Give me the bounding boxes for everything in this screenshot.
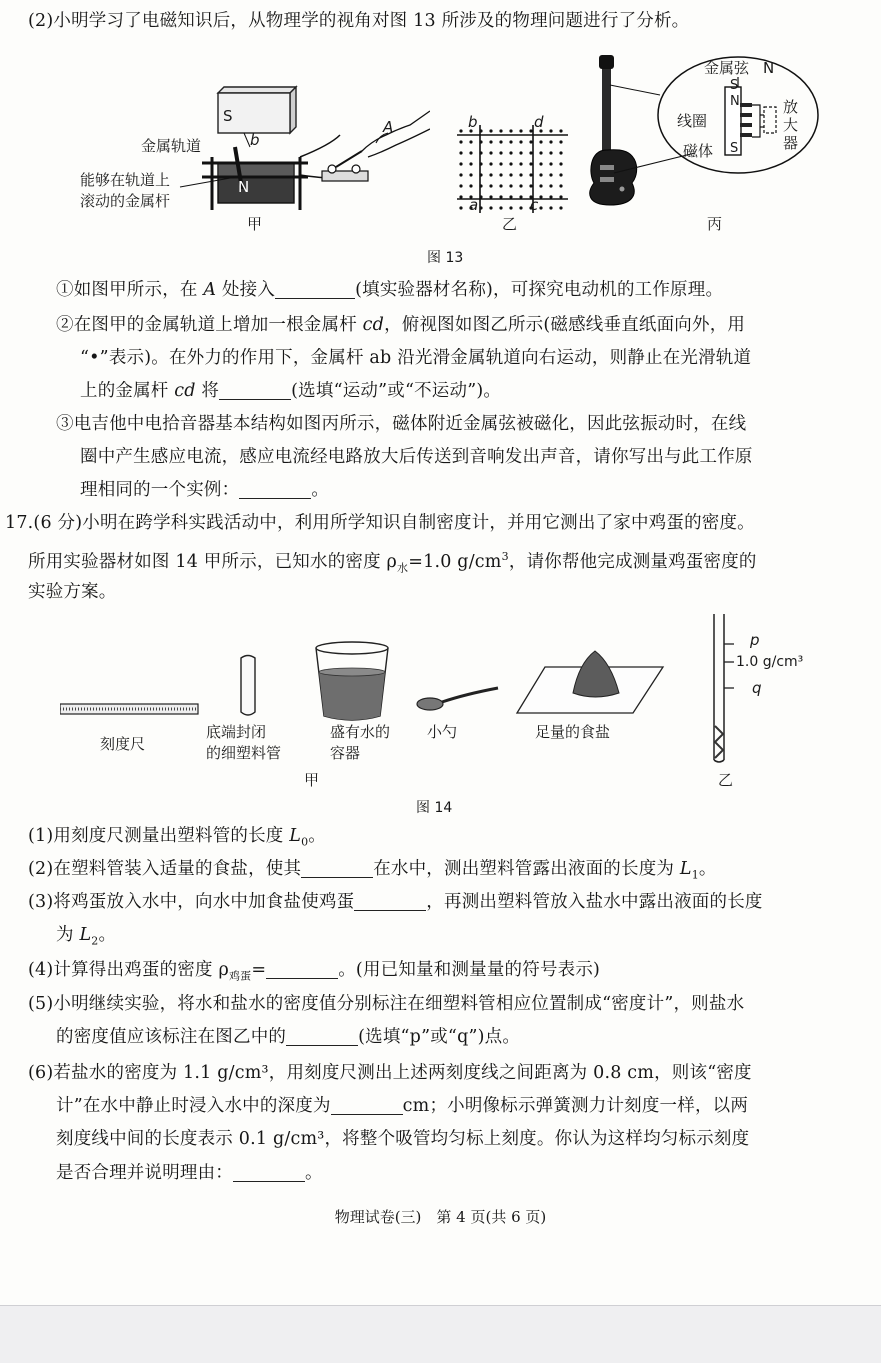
fig13-bing-guitar	[580, 55, 840, 215]
field-dot	[519, 140, 522, 143]
q16-item1: ①如图甲所示，在 A 处接入 (填实验器材名称)，可探究电动机的工作原理。	[56, 280, 724, 300]
q16-item2-line2: “•”表示)。在外力的作用下，金属杆 ab 沿光滑金属轨道向右运动，则静止在光滑轨道	[80, 348, 752, 368]
fig13-rail-label: 金属轨道	[141, 137, 202, 155]
fig13-label-d: d	[534, 113, 544, 131]
field-dot	[489, 140, 492, 143]
q17-step3-line2: 为 $L_2$。	[56, 925, 117, 948]
fig13-label-A: A	[383, 118, 394, 136]
field-dot	[549, 173, 552, 176]
field-dot	[519, 129, 522, 132]
field-dot	[459, 206, 462, 209]
field-dot	[529, 140, 532, 143]
q16-item3-line2: 圈中产生感应电流，感应电流经电路放大后传送到音响发出声音，请你写出与此工作原	[80, 447, 753, 467]
fig13-label-b-grid: b	[468, 113, 478, 131]
fig13-string-label: 金属弦	[704, 59, 750, 77]
fig13-label-a: a	[469, 196, 479, 214]
fig14-sub-jia: 甲	[304, 771, 320, 789]
field-dot	[489, 173, 492, 176]
field-dot	[479, 151, 482, 154]
field-dot	[559, 195, 562, 198]
q17-intro-line1: 17.(6 分)小明在跨学科实践活动中，利用所学知识自制密度计，并用它测出了家中鸡蛋的密度。	[5, 513, 755, 533]
field-dot	[509, 173, 512, 176]
fig14-tube	[238, 654, 258, 718]
q16-item3-line1: ③电吉他中电拾音器基本结构如图丙所示，磁体附近金属弦被磁化，因此弦振动时，在线	[56, 414, 747, 434]
fig14-container-label-2: 容器	[330, 744, 361, 762]
field-dot	[549, 140, 552, 143]
q17-intro-line2: 所用实验器材如图 14 甲所示，已知水的密度 $\rho_水=1.0$ $g/cm^3$，请你帮他完成测量鸡蛋密度的	[28, 550, 757, 575]
q16-part2-intro: (2)小明学习了电磁知识后，从物理学的视角对图 13 所涉及的物理问题进行了分析。	[28, 11, 690, 31]
fig13-rod-label-1: 能够在轨道上	[80, 171, 171, 189]
fig14-salt	[515, 645, 665, 715]
fig14-container	[312, 640, 392, 722]
q17-step5-line1: (5)小明继续实验，将水和盐水的密度值分别标注在细塑料管相应位置制成“密度计”，则盐水	[28, 994, 745, 1014]
field-dot	[479, 173, 482, 176]
answer-blank[interactable]	[331, 1096, 403, 1115]
q17-intro-line3: 实验方案。	[28, 582, 117, 602]
fig14-tube-label-1: 底端封闭	[206, 723, 267, 741]
fig13-sub-bing: 丙	[707, 215, 723, 233]
field-dot	[489, 162, 492, 165]
field-dot	[459, 162, 462, 165]
q17-step1: (1)用刻度尺测量出塑料管的长度 $L_0$。	[28, 826, 326, 849]
fig13-top-magnet-S: S	[223, 107, 233, 125]
field-dot	[539, 140, 542, 143]
field-dot	[519, 162, 522, 165]
field-dot	[469, 162, 472, 165]
field-dot	[509, 195, 512, 198]
field-dot	[519, 206, 522, 209]
fig13-pickup-N: N	[730, 94, 740, 109]
field-dot	[529, 151, 532, 154]
field-dot	[479, 129, 482, 132]
field-dot	[559, 206, 562, 209]
field-dot	[529, 184, 532, 187]
answer-blank[interactable]	[266, 960, 338, 979]
q17-step3: (3)将鸡蛋放入水中，向水中加食盐使鸡蛋 ，再测出塑料管放入盐水中露出液面的长度	[28, 892, 763, 912]
field-dot	[489, 206, 492, 209]
field-dot	[539, 184, 542, 187]
field-dot	[469, 184, 472, 187]
field-dot	[499, 162, 502, 165]
fig14-densimeter	[700, 614, 740, 764]
field-dot	[559, 129, 562, 132]
fig14-mark-q: q	[752, 679, 762, 697]
field-dot	[469, 151, 472, 154]
field-dot	[539, 206, 542, 209]
answer-blank[interactable]	[286, 1027, 358, 1046]
q17-step6-line4: 是否合理并说明理由： 。	[56, 1163, 323, 1183]
q17-step6-line2: 计”在水中静止时浸入水中的深度为 cm；小明像标示弹簧测力计刻度一样，以两	[56, 1096, 749, 1116]
field-dot	[479, 140, 482, 143]
field-dot	[549, 206, 552, 209]
answer-blank[interactable]	[275, 280, 355, 299]
field-dot	[559, 151, 562, 154]
q16-item3-line3: 理相同的一个实例： 。	[80, 480, 330, 500]
page-footer: 物理试卷(三) 第 4 页(共 6 页)	[334, 1208, 547, 1226]
answer-blank[interactable]	[239, 480, 311, 499]
field-dot	[559, 184, 562, 187]
field-dot	[499, 195, 502, 198]
field-dot	[519, 151, 522, 154]
field-dot	[529, 173, 532, 176]
answer-blank[interactable]	[233, 1163, 305, 1182]
field-dot	[479, 206, 482, 209]
field-dot	[469, 173, 472, 176]
q17-step2: (2)在塑料管装入适量的食盐，使其 在水中，测出塑料管露出液面的长度为 $L_1$。	[28, 859, 717, 882]
field-dot	[479, 195, 482, 198]
field-dot	[459, 184, 462, 187]
fig14-caption: 图 14	[416, 800, 453, 816]
q17-step6-line3: 刻度线中间的长度表示 0.1 g/cm³，将整个吸管均匀标上刻度。你认为这样均匀标示刻度	[56, 1129, 750, 1149]
field-dot	[509, 162, 512, 165]
field-dot	[459, 195, 462, 198]
q16-item2-line3: 上的金属杆 cd 将 (选填“运动”或“不运动”)。	[80, 381, 502, 401]
fig14-sub-yi: 乙	[718, 771, 734, 789]
fig13-bottom-magnet-N: N	[238, 178, 250, 196]
field-dot	[499, 206, 502, 209]
answer-blank[interactable]	[219, 381, 291, 400]
fig13-label-c: c	[530, 196, 539, 214]
field-dot	[459, 151, 462, 154]
q17-step5-line2: 的密度值应该标注在图乙中的 (选填“p”或“q”)点。	[56, 1027, 521, 1047]
fig14-salt-label: 足量的食盐	[535, 723, 611, 741]
fig13-pickup-S-top: S	[730, 78, 739, 93]
field-dot	[539, 162, 542, 165]
field-dot	[489, 151, 492, 154]
answer-blank[interactable]	[354, 892, 426, 911]
field-dot	[529, 162, 532, 165]
fig14-tube-label-2: 的细塑料管	[206, 744, 282, 762]
field-dot	[499, 151, 502, 154]
field-dot	[499, 184, 502, 187]
field-dot	[489, 195, 492, 198]
fig14-spoon-label: 小勺	[427, 723, 458, 741]
field-dot	[549, 129, 552, 132]
fig13-sub-yi: 乙	[502, 215, 518, 233]
field-dot	[509, 151, 512, 154]
field-dot	[559, 173, 562, 176]
field-dot	[499, 173, 502, 176]
fig14-container-label-1: 盛有水的	[330, 723, 391, 741]
q17-step4: (4)计算得出鸡蛋的密度 $\rho_{鸡蛋}=$ 。(用已知量和测量量的符号表示)	[28, 960, 601, 983]
field-dot	[519, 195, 522, 198]
fig13-amp-label: 放大器	[783, 98, 799, 152]
fig13-label-b: b	[250, 131, 260, 149]
field-dot	[539, 173, 542, 176]
field-dot	[459, 140, 462, 143]
fig13-sub-jia: 甲	[247, 215, 263, 233]
field-dot	[509, 129, 512, 132]
field-dot	[469, 140, 472, 143]
field-dot	[549, 151, 552, 154]
fig13-rod-label-2: 滚动的金属杆	[80, 192, 171, 210]
fig14-mark-p: p	[750, 631, 760, 649]
field-dot	[519, 184, 522, 187]
field-dot	[459, 129, 462, 132]
field-dot	[559, 140, 562, 143]
field-dot	[489, 129, 492, 132]
field-dot	[549, 184, 552, 187]
field-dot	[459, 173, 462, 176]
viewer-bottom-bar	[0, 1305, 881, 1363]
field-dot	[519, 173, 522, 176]
field-dot	[479, 162, 482, 165]
field-dot	[559, 162, 562, 165]
fig13-caption: 图 13	[427, 250, 464, 266]
field-dot	[479, 184, 482, 187]
answer-blank[interactable]	[301, 859, 373, 878]
field-dot	[489, 184, 492, 187]
fig14-mark-water: 1.0 g/cm³	[736, 654, 804, 670]
field-dot	[509, 206, 512, 209]
field-dot	[499, 140, 502, 143]
field-dot	[539, 151, 542, 154]
fig13-string-N: N	[763, 59, 775, 77]
fig14-spoon	[416, 684, 500, 714]
field-dot	[539, 195, 542, 198]
field-dot	[549, 195, 552, 198]
fig13-magnet-label: 磁体	[683, 142, 714, 160]
q16-item2-line1: ②在图甲的金属轨道上增加一根金属杆 cd，俯视图如图乙所示(磁感线垂直纸面向外，用	[56, 315, 746, 335]
q17-step6-line1: (6)若盐水的密度为 1.1 g/cm³，用刻度尺测出上述两刻度线之间距离为 0.8 cm，则该“密度	[28, 1063, 752, 1083]
field-dot	[509, 184, 512, 187]
field-dot	[549, 162, 552, 165]
fig14-ruler	[60, 702, 200, 716]
fig14-ruler-label: 刻度尺	[100, 735, 146, 753]
field-dot	[499, 129, 502, 132]
field-dot	[509, 140, 512, 143]
field-dot	[529, 129, 532, 132]
fig13-coil-label: 线圈	[677, 112, 708, 130]
fig13-pickup-S: S	[730, 141, 739, 156]
